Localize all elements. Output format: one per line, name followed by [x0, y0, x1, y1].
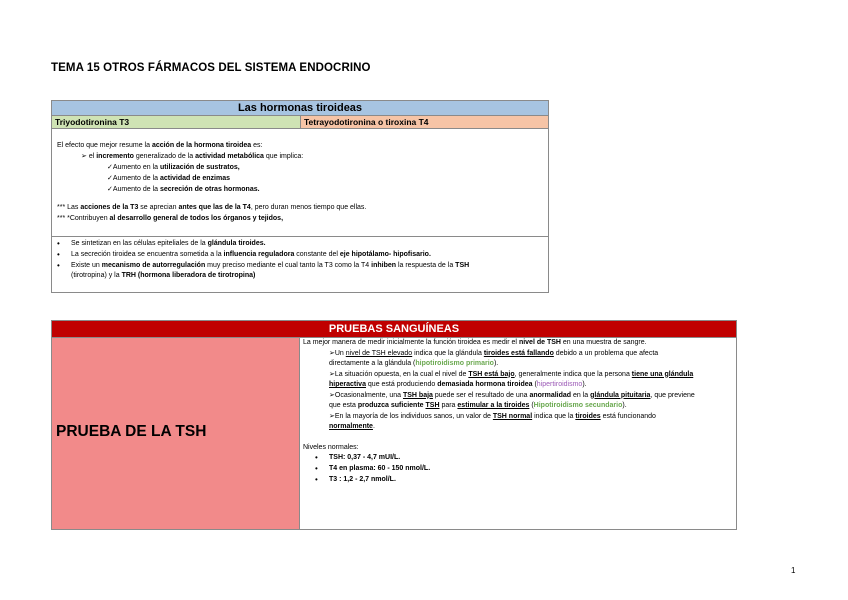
hormonas-tiroideas-table [51, 100, 549, 293]
hormonas-effects-cell [52, 129, 548, 237]
hormonas-subheader-row [52, 116, 548, 129]
pruebas-sanguineas-table [51, 320, 737, 530]
bullet-icon: • [57, 239, 60, 248]
niveles-normales-label: Niveles normales: [303, 443, 359, 451]
list-item: • Existe un mecanismo de autorregulación muy preciso mediante el cual tanto la T3 como la T4 inhiben la respuesta de la TSH (tirotropina) y la TRH (hormona liberadora de tirotropina) [57, 261, 548, 283]
tsh-point-3: ➢Ocasionalmente, una TSH baja puede ser el resultado de una anormalidad en la glándula pituitaria, que previene que esta produzca suficiente TSH para estimular a la tiroides (Hipotiroidismo secundario). [329, 391, 695, 409]
tsh-test-label: PRUEBA DE LA TSH [56, 422, 207, 440]
tsh-intro-line: La mejor manera de medir inicialmente la función tiroidea es medir el nivel de TSH en una muestra de sangre. [303, 339, 647, 346]
bullet-icon: • [57, 260, 60, 270]
check-icon: ✓ [107, 186, 113, 193]
arrow-bullet-icon: ➢ [329, 412, 335, 420]
tsh-point-2: ➢La situación opuesta, en la cual el nivel de TSH está bajo, generalmente indica que la persona tiene una glándula hiperactiva que está produciendo demasiada hormona tiroidea (hipertiroidismo). [329, 370, 694, 388]
check-icon: ✓ [107, 164, 113, 171]
effect-check-line-1: ✓Aumento en la utilización de sustratos, [107, 164, 240, 171]
document-title: TEMA 15 OTROS FÁRMACOS DEL SISTEMA ENDOCRINO [51, 62, 371, 74]
effect-check-line-3: ✓Aumento de la secreción de otras hormonas. [107, 186, 260, 193]
effect-intro-line: El efecto que mejor resume la acción de la hormona tiroidea es: [57, 142, 263, 149]
arrow-bullet-icon: ➢ [329, 370, 335, 378]
bullet-icon: • [57, 249, 60, 259]
t4-column-header: Tetrayodotironina o tiroxina T4 [301, 116, 548, 128]
hormonas-table-header: Las hormonas tiroideas [52, 101, 548, 116]
tsh-point-4: ➢En la mayoría de los individuos sanos, un valor de TSH normal indica que la tiroides está funcionando normalmente. [329, 412, 656, 430]
bullet-icon: • [315, 453, 318, 462]
page-number: 1 [791, 566, 796, 575]
tsh-point-1: ➢Un nivel de TSH elevado indica que la glándula tiroides está fallando debido a un problema que afecta directamente a la glándula (hipotiroidismo primario). [329, 349, 659, 367]
hormonas-bullets-cell [52, 237, 548, 292]
t3-column-header: Triyodotironina T3 [52, 116, 301, 128]
note-line-2: *** *Contribuyen al desarrollo general de todos los órganos y tejidos, [57, 215, 284, 222]
list-item: • T3 : 1,2 - 2,7 nmol/L. [315, 474, 396, 484]
bullet-icon: • [315, 463, 318, 473]
arrow-bullet-icon: ➢ [329, 391, 335, 399]
list-item: • TSH: 0,37 - 4,7 mUI/L. [315, 453, 401, 462]
note-line-1: *** Las acciones de la T3 se aprecian antes que las de la T4, pero duran menos tiempo que ellas. [57, 204, 367, 211]
tsh-test-row [52, 338, 736, 529]
bullet-icon: • [315, 474, 318, 484]
effect-check-line-2: ✓Aumento de la actividad de enzimas [107, 175, 230, 182]
arrow-bullet-icon: ➢ [81, 153, 89, 160]
list-item: • La secreción tiroidea se encuentra sometida a la influencia reguladora constante del eje hipotálamo- hipofisario. [57, 249, 431, 259]
pruebas-table-header: PRUEBAS SANGUÍNEAS [52, 321, 736, 338]
check-icon: ✓ [107, 175, 113, 182]
tsh-description-cell [300, 338, 736, 529]
list-item: • Se sintetizan en las células epiteliales de la glándula tiroides. [57, 239, 266, 248]
tsh-label-cell [52, 338, 300, 529]
list-item: • T4 en plasma: 60 - 150 nmol/L. [315, 463, 431, 473]
arrow-bullet-icon: ➢ [329, 349, 335, 357]
effect-arrow-line: ➢ el incremento generalizado de la actividad metabólica que implica: [81, 153, 304, 160]
